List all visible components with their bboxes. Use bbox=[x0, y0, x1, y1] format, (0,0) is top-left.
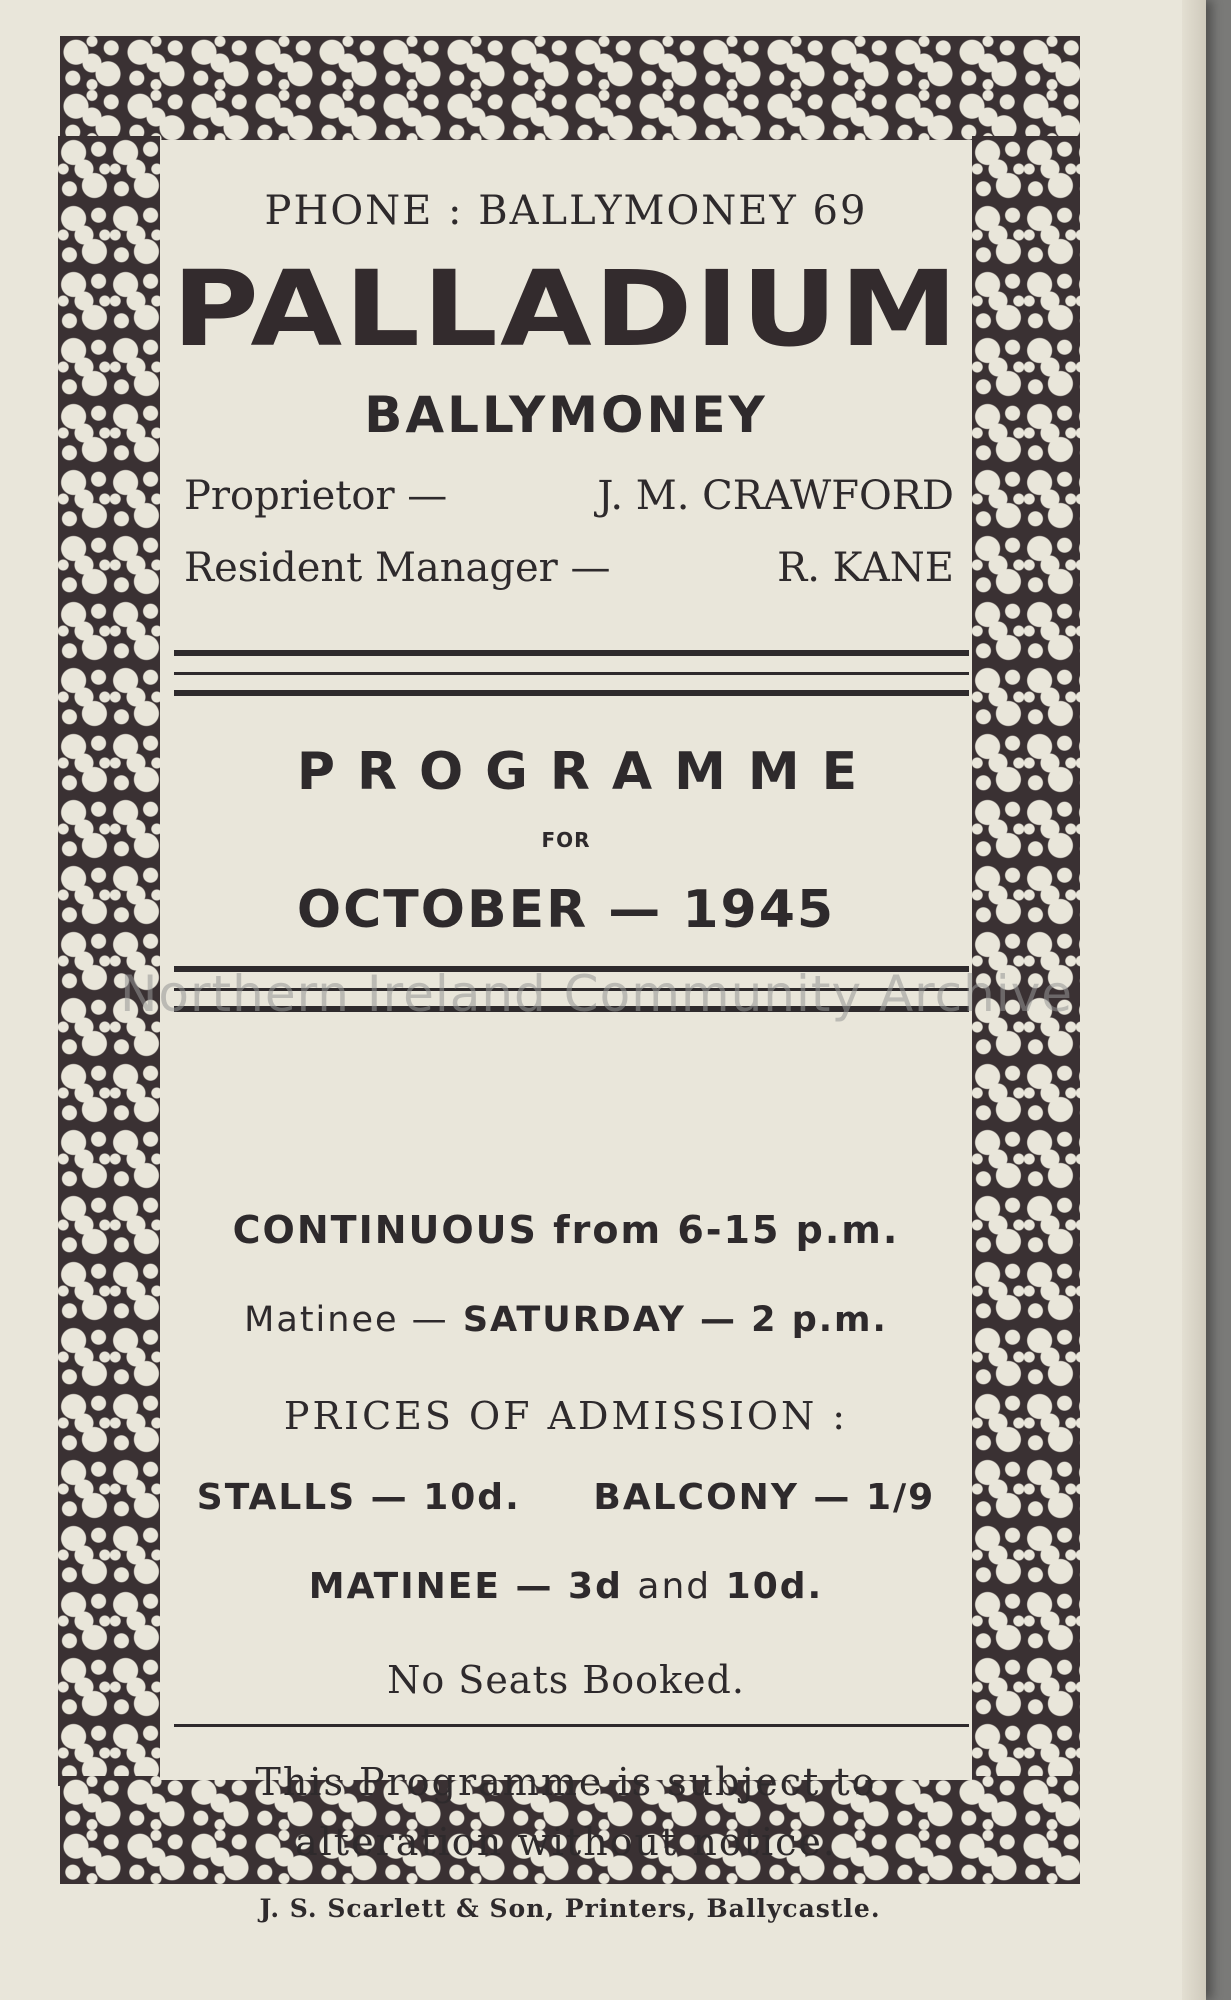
ornamental-border-left bbox=[58, 136, 160, 1786]
archive-watermark: Northern Ireland Community Archive bbox=[120, 965, 1074, 1023]
divider-rule bbox=[174, 650, 969, 656]
programme-date: OCTOBER — 1945 bbox=[296, 880, 836, 940]
programme-heading: PROGRAMME bbox=[296, 742, 880, 802]
alteration-notice-line-2: alteration without notice. bbox=[295, 1820, 837, 1864]
no-seats-booked: No Seats Booked. bbox=[387, 1658, 745, 1702]
matinee-label: Matinee — bbox=[244, 1300, 449, 1340]
seat-prices bbox=[160, 1477, 972, 1518]
matinee-prices bbox=[160, 1566, 972, 1607]
matinee-price-label: MATINEE — bbox=[308, 1566, 554, 1607]
ornamental-border-right bbox=[972, 136, 1080, 1786]
ornamental-border-top bbox=[60, 36, 1080, 144]
manager-name: R. KANE bbox=[777, 545, 954, 591]
proprietor-line bbox=[184, 473, 954, 519]
alteration-notice-line-1: This Programme is subject to bbox=[255, 1760, 877, 1804]
phone-number: PHONE : BALLYMONEY 69 bbox=[264, 188, 868, 234]
manager-label: Resident Manager — bbox=[184, 545, 611, 591]
matinee-price-and: and bbox=[637, 1566, 712, 1607]
town-name: BALLYMONEY bbox=[364, 386, 768, 444]
card-edge-shadow bbox=[1182, 0, 1206, 2000]
matinee-day-time: SATURDAY — 2 p.m. bbox=[462, 1300, 888, 1340]
balcony-price: BALCONY — 1/9 bbox=[593, 1477, 936, 1518]
prices-heading: PRICES OF ADMISSION : bbox=[283, 1394, 849, 1438]
matinee-times bbox=[160, 1300, 972, 1340]
continuous-times: CONTINUOUS from 6-15 p.m. bbox=[232, 1208, 900, 1252]
divider-rule bbox=[174, 690, 969, 696]
proprietor-label: Proprietor — bbox=[184, 473, 448, 519]
matinee-price-b: 10d. bbox=[725, 1566, 824, 1607]
programme-panel bbox=[160, 140, 972, 1864]
programme-for: FOR bbox=[541, 828, 591, 852]
matinee-price-a: 3d bbox=[568, 1566, 623, 1607]
printer-credit: J. S. Scarlett & Son, Printers, Ballycastle. bbox=[259, 1894, 881, 1923]
stalls-price: STALLS — 10d. bbox=[196, 1477, 521, 1518]
manager-line bbox=[184, 545, 954, 591]
divider-rule bbox=[174, 672, 969, 675]
proprietor-name: J. M. CRAWFORD bbox=[597, 473, 954, 519]
divider-rule bbox=[174, 1724, 969, 1727]
cinema-name: PALLADIUM bbox=[172, 248, 960, 370]
